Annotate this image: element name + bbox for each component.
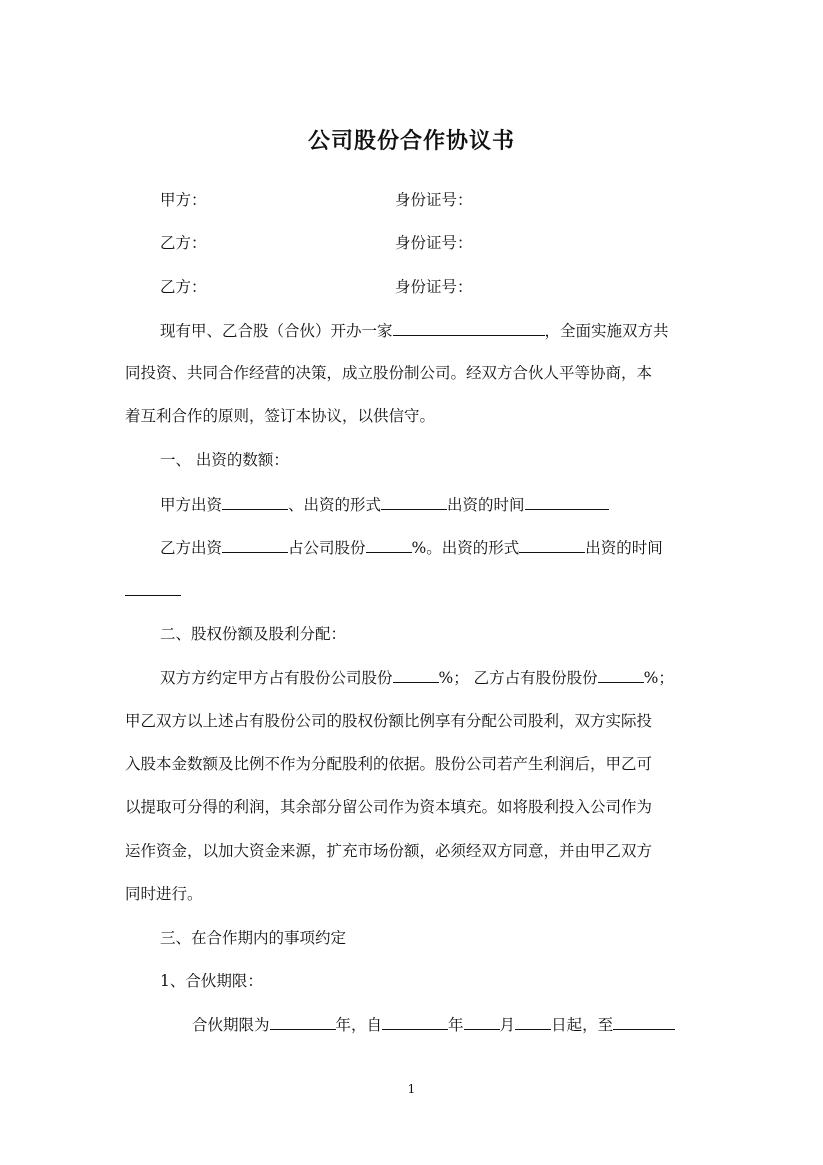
yi-share-agree-text: %； 乙方占有股份股份 (438, 669, 598, 687)
yi-time-blank (125, 580, 181, 596)
jia-share-text: 双方方约定甲方占有股份公司股份 (160, 669, 393, 687)
jia-form-blank (381, 494, 447, 510)
jia-share-blank (393, 667, 439, 683)
yi-amount-blank (222, 537, 288, 553)
year-text: 年 (448, 1016, 464, 1034)
term-from-text: 年，自 (335, 1016, 383, 1034)
yi-contribution-line (160, 537, 740, 558)
month-text: 月 (499, 1016, 516, 1034)
company-name-blank (393, 320, 545, 336)
jia-contribution-line (160, 494, 740, 515)
yi-time-text: 出资的时间 (585, 539, 663, 557)
yi-contribution-text: 乙方出资 (160, 539, 223, 557)
jia-time-blank (525, 494, 609, 510)
intro-line-3: 着互利合作的原则，签订本协议，以供信守。 (125, 407, 436, 425)
document-title: 公司股份合作协议书 (307, 128, 515, 154)
yi-share-blank (366, 537, 412, 553)
start-day-blank (515, 1014, 551, 1030)
intro-text-b: ，全面实施双方共 (544, 322, 669, 340)
percent-end-text: %； (643, 669, 674, 687)
dividend-line-3: 入股本金数额及比例不作为分配股利的依据。股份公司若产生利润后，甲乙可 (125, 755, 653, 773)
term-years-text: 合伙期限为 (192, 1016, 270, 1034)
jia-time-text: 出资的时间 (447, 496, 525, 514)
dividend-line-5: 运作资金，以加大资金来源，扩充市场份额，必须经双方同意，并由甲乙双方 (125, 842, 653, 860)
party-yi-label: 乙方： (160, 234, 207, 252)
term-subheading: 1、合伙期限： (160, 972, 263, 990)
start-year-blank (382, 1014, 448, 1030)
party-yi-id-label: 身份证号： (395, 234, 473, 252)
end-date-blank (613, 1014, 675, 1030)
party-yi2-id-label: 身份证号： (395, 278, 473, 296)
section1-heading: 一、 出资的数额： (160, 451, 289, 469)
section2-heading: 二、股权份额及股利分配： (160, 625, 347, 643)
dividend-line-4: 以提取可分得的利润，其余部分留公司作为资本填充。如将股利投入公司作为 (125, 798, 653, 816)
intro-line-1 (160, 320, 740, 341)
party-jia-id-label: 身份证号： (395, 191, 473, 209)
page-number: 1 (407, 1082, 416, 1096)
dividend-line-6: 同时进行。 (125, 885, 203, 903)
term-line (192, 1014, 772, 1035)
intro-text-a: 现有甲、乙合股（合伙）开办一家 (160, 322, 393, 340)
section3-heading: 三、在合作期内的事项约定 (160, 929, 347, 947)
yi-share-text: 占公司股份 (288, 539, 366, 557)
share-agreement-line (160, 667, 740, 688)
jia-form-text: 、出资的形式 (288, 496, 382, 514)
term-years-blank (270, 1014, 336, 1030)
party-yi2-label: 乙方： (160, 278, 207, 296)
dividend-line-2: 甲乙双方以上述占有股份公司的股权份额比例享有分配公司股利，双方实际投 (125, 712, 653, 730)
yi-form-blank (519, 537, 585, 553)
day-until-text: 日起，至 (551, 1016, 614, 1034)
yi-form-text: %。出资的形式 (411, 539, 520, 557)
yi-time-continuation (125, 580, 705, 601)
jia-contribution-text: 甲方出资 (160, 496, 223, 514)
intro-line-2: 同投资、共同合作经营的决策，成立股份制公司。经双方合伙人平等协商，本 (125, 364, 653, 382)
party-jia-label: 甲方： (160, 191, 207, 209)
yi-share-agree-blank (598, 667, 644, 683)
jia-amount-blank (222, 494, 288, 510)
start-month-blank (464, 1014, 500, 1030)
